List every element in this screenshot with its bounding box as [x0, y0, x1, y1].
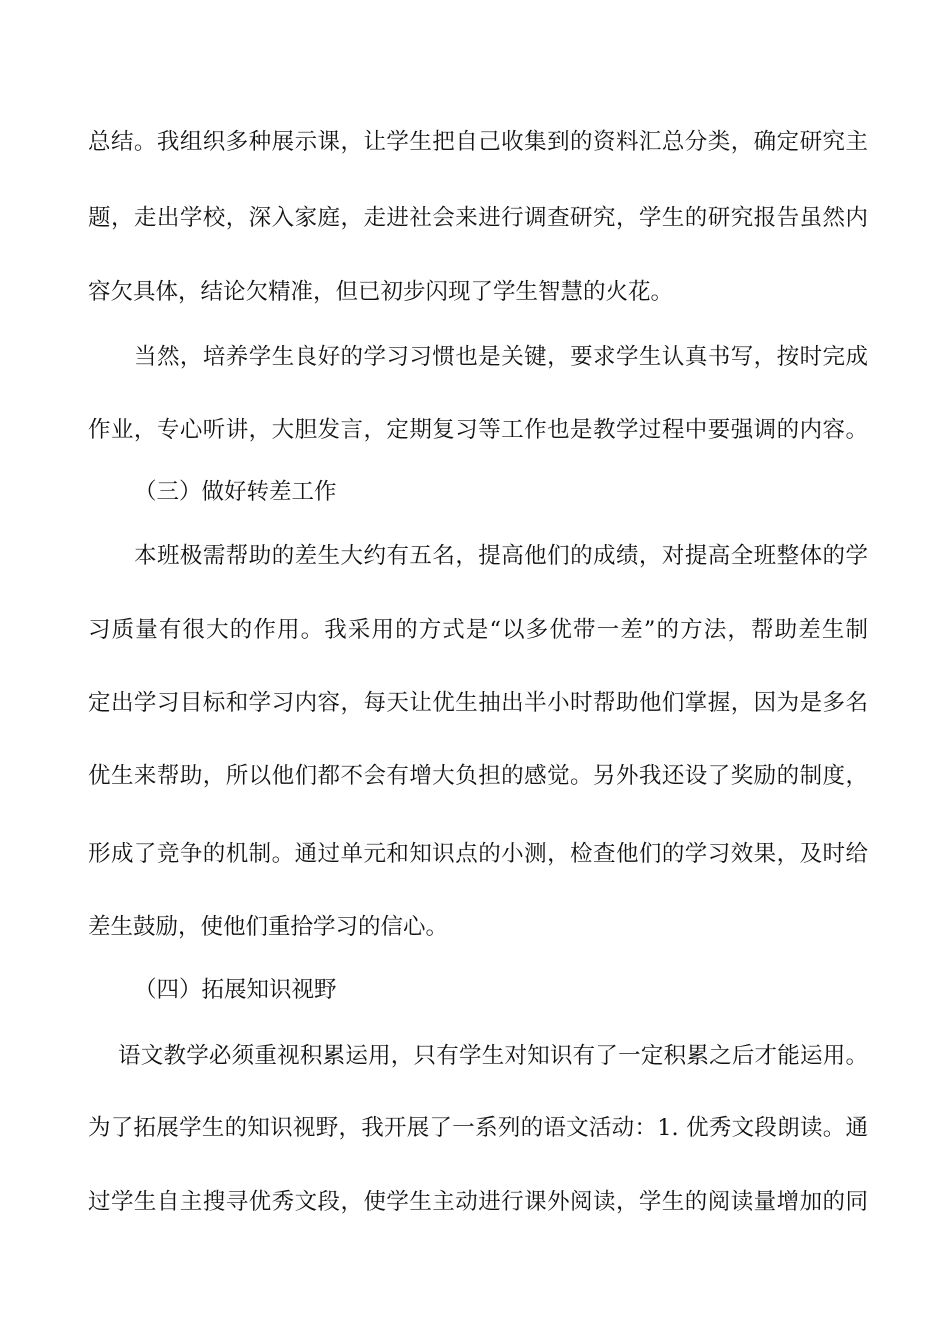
- paragraph-line: 形成了竞争的机制。通过单元和知识点的小测，检查他们的学习效果，及时给: [88, 841, 868, 867]
- paragraph-line: 本班极需帮助的差生大约有五名，提高他们的成绩，对提高全班整体的学: [134, 543, 868, 569]
- section-heading: （三）做好转差工作: [134, 479, 337, 505]
- paragraph-line: 语文教学必须重视积累运用，只有学生对知识有了一定积累之后才能运用。: [118, 1043, 868, 1069]
- section-heading: （四）拓展知识视野: [134, 977, 337, 1003]
- paragraph-line: 容欠具体，结论欠精准，但已初步闪现了学生智慧的火花。: [88, 279, 674, 305]
- paragraph-line: 作业，专心听讲，大胆发言，定期复习等工作也是教学过程中要强调的内容。: [88, 417, 868, 443]
- paragraph-line: 优生来帮助，所以他们都不会有增大负担的感觉。另外我还设了奖励的制度，: [88, 763, 868, 789]
- paragraph-line: 为了拓展学生的知识视野，我开展了一系列的语文活动：1. 优秀文段朗读。通: [88, 1115, 868, 1141]
- paragraph-line: 差生鼓励，使他们重拾学习的信心。: [88, 914, 449, 940]
- paragraph-line: 总结。我组织多种展示课，让学生把自己收集到的资料汇总分类，确定研究主: [88, 129, 868, 155]
- paragraph-line: 过学生自主搜寻优秀文段，使学生主动进行课外阅读，学生的阅读量增加的同: [88, 1189, 868, 1215]
- paragraph-line: 定出学习目标和学习内容，每天让优生抽出半小时帮助他们掌握，因为是多名: [88, 690, 868, 716]
- paragraph-line: 习质量有很大的作用。我采用的方式是“以多优带一差”的方法，帮助差生制: [88, 617, 868, 643]
- paragraph-line: 当然，培养学生良好的学习习惯也是关键，要求学生认真书写，按时完成: [134, 344, 868, 370]
- paragraph-line: 题，走出学校，深入家庭，走进社会来进行调查研究，学生的研究报告虽然内: [88, 205, 868, 231]
